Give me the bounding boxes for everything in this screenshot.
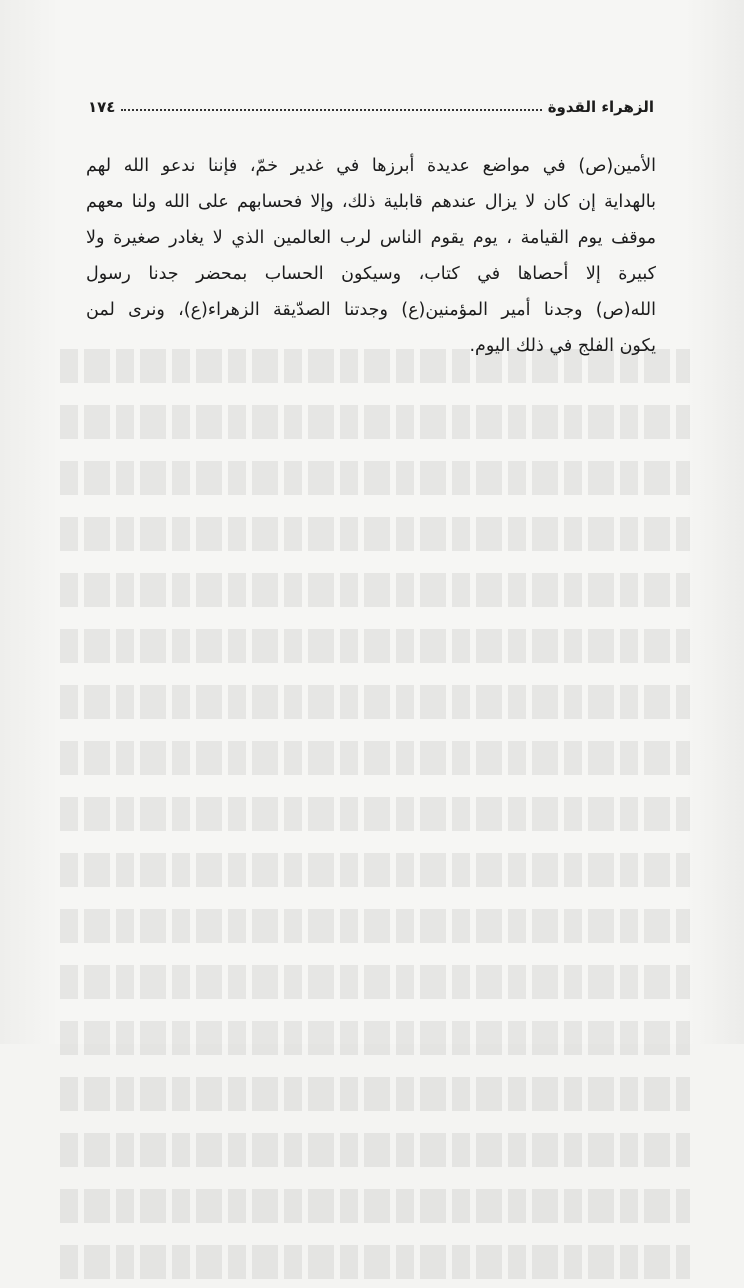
page-number: ١٧٤ [88, 98, 116, 116]
running-title: الزهراء القدوة [547, 98, 654, 116]
reverse-side-show-through [60, 340, 690, 980]
text-line: بالهداية إن كان لا يزال عندهم قابلية ذلك، وإلا فحسابهم على الله ولنا معهم [86, 192, 656, 212]
text-line: كبيرة إلا أحصاها في كتاب، وسيكون الحساب بمحضر جدنا رسول [86, 264, 656, 284]
text-line: الأمين(ص) في مواضع عديدة أبرزها في غدير خمّ، فإننا ندعو الله لهم [86, 156, 656, 176]
text-line: يكون الفلج في ذلك اليوم. [469, 336, 656, 356]
dotted-leader [121, 109, 541, 111]
text-line: موقف يوم القيامة ، يوم يقوم الناس لرب العالمين الذي لا يغادر صغيرة ولا [86, 228, 656, 248]
text-line: الله(ص) وجدنا أمير المؤمنين(ع) وجدتنا الصدّيقة الزهراء(ع)، ونرى لمن [86, 300, 656, 320]
running-header [88, 90, 654, 116]
body-paragraph [86, 148, 656, 364]
